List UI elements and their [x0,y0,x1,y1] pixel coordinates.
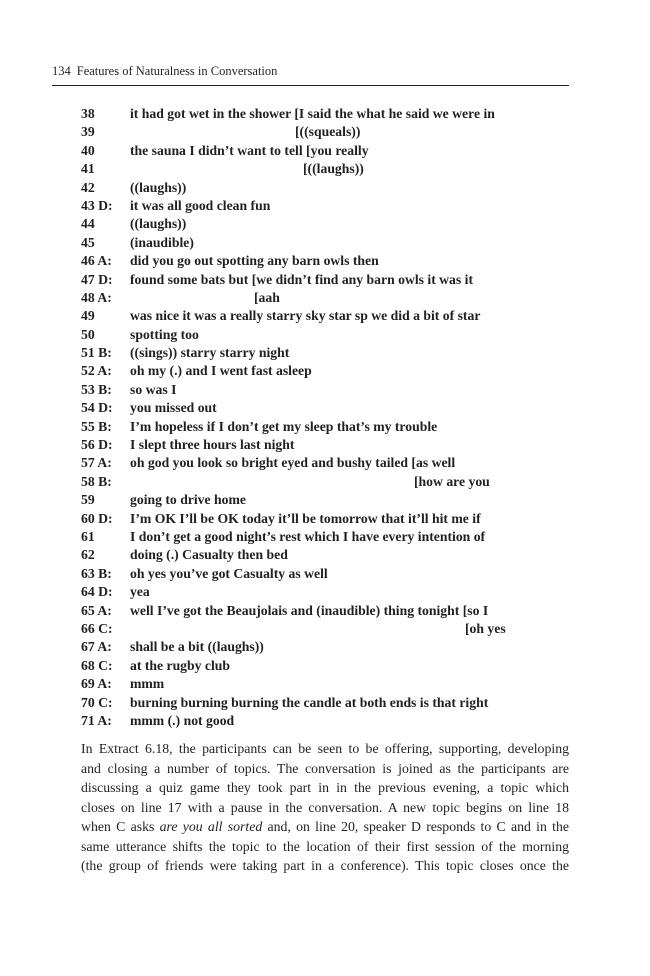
transcript-line [81,602,569,620]
paragraph-text: and, on line 20, speaker D responds to C and in the [262,819,569,834]
utterance-text: ((laughs)) [130,179,187,195]
line-number-speaker: 47 D: [81,271,113,287]
paragraph-line: In Extract 6.18, the participants can be seen to be offering, supporting, developing [81,741,569,756]
utterance-text: the sauna I didn’t want to tell [you really [130,142,369,158]
utterance-text: did you go out spotting any barn owls then [130,253,379,269]
utterance-text: going to drive home [130,492,246,508]
paragraph-line: same utterance shifts the topic to the location of their first session of the morning [81,838,569,854]
line-number-speaker: 53 B: [81,381,112,397]
utterance-text: ((sings)) starry starry night [130,345,290,361]
running-title: Features of Naturalness in Conversation [76,64,278,78]
utterance-text: shall be a bit ((laughs)) [130,639,264,655]
utterance-text: ((laughs)) [130,216,187,232]
line-number-speaker: 62 [81,547,95,563]
line-number-speaker: 61 [81,528,95,544]
transcript-line [81,344,569,362]
page-number: 134 [52,64,71,78]
line-number-speaker: 54 D: [81,400,113,416]
transcript-extract [81,105,569,730]
body-paragraph [81,739,569,876]
paragraph-line [81,817,569,837]
transcript-line [81,638,569,656]
transcript-line [81,583,569,601]
line-number-speaker: 43 D: [81,197,113,213]
quoted-utterance: are you all sorted [159,819,263,834]
line-number-speaker: 56 D: [81,437,113,453]
transcript-line [81,197,569,215]
utterance-text: well I’ve got the Beaujolais and (inaudible) thing tonight [so I [130,602,489,618]
transcript-line [81,565,569,583]
transcript-line [81,712,569,730]
line-number-speaker: 67 A: [81,639,112,655]
utterance-text: oh yes you’ve got Casualty as well [130,565,328,581]
utterance-text: burning burning burning the candle at both ends is that right [130,694,489,710]
transcript-line [81,105,569,123]
transcript-line [81,142,569,160]
utterance-text: found some bats but [we didn’t find any barn owls it was it [130,271,474,287]
utterance-text: I’m hopeless if I don’t get my sleep that’s my trouble [130,418,438,434]
line-number-speaker: 59 [81,492,95,508]
line-number-speaker: 45 [81,234,95,250]
transcript-line [81,160,569,178]
transcript-line [81,399,569,417]
line-number-speaker: 51 B: [81,345,112,361]
line-number-speaker: 42 [81,179,95,195]
transcript-line [81,252,569,270]
utterance-text: doing (.) Casualty then bed [130,547,288,563]
line-number-speaker: 68 C: [81,657,113,673]
utterance-text: [oh yes [465,620,506,636]
utterance-text: yea [130,584,150,600]
line-number-speaker: 66 C: [81,620,113,636]
transcript-line [81,620,569,638]
running-header [52,63,569,79]
line-number-speaker: 50 [81,326,95,342]
transcript-line [81,473,569,491]
line-number-speaker: 46 A: [81,253,112,269]
transcript-line [81,289,569,307]
transcript-line [81,271,569,289]
transcript-line [81,528,569,546]
transcript-line [81,694,569,712]
transcript-line [81,326,569,344]
utterance-text: spotting too [130,326,199,342]
paragraph-text: when C asks [81,819,160,834]
line-number-speaker: 70 C: [81,694,113,710]
utterance-text: it had got wet in the shower [I said the what he said we were in [130,106,495,121]
transcript-line [81,510,569,528]
utterance-text: [how are you [414,473,490,489]
line-number-speaker: 44 [81,216,95,232]
transcript-line [81,123,569,141]
paragraph-line: and closing a number of topics. The conversation is joined as the participants are [81,760,569,776]
utterance-text: mmm [130,676,165,692]
line-number-speaker: 52 A: [81,363,112,379]
utterance-text: I slept three hours last night [130,437,295,453]
transcript-line [81,491,569,509]
utterance-text: I’m OK I’ll be OK today it’ll be tomorrow that it’ll hit me if [130,510,481,526]
utterance-text: it was all good clean fun [130,197,271,213]
utterance-text: you missed out [130,400,217,416]
transcript-line [81,675,569,693]
utterance-text: so was I [130,381,177,397]
utterance-text: oh god you look so bright eyed and bushy tailed [as well [130,455,456,471]
transcript-line [81,454,569,472]
line-number-speaker: 39 [81,124,95,140]
paragraph-line: discussing a quiz game they took part in in the previous evening, a topic which [81,780,569,795]
utterance-text: oh my (.) and I went fast asleep [130,363,312,379]
line-number-speaker: 65 A: [81,602,112,618]
transcript-line [81,307,569,325]
transcript-line [81,657,569,675]
line-number-speaker: 55 B: [81,418,112,434]
utterance-text: [((laughs)) [303,161,364,177]
utterance-text: mmm (.) not good [130,712,235,728]
paragraph-line: (the group of friends were taking part in a conference). This topic closes once the [81,858,569,873]
transcript-line [81,362,569,380]
utterance-text: I don’t get a good night’s rest which I have every intention of [130,528,486,544]
line-number-speaker: 69 A: [81,676,112,692]
utterance-text: (inaudible) [130,234,194,250]
transcript-line [81,436,569,454]
line-number-speaker: 63 B: [81,565,112,581]
line-number-speaker: 40 [81,142,95,158]
transcript-line [81,381,569,399]
line-number-speaker: 71 A: [81,712,112,728]
utterance-text: at the rugby club [130,657,231,673]
transcript-line [81,179,569,197]
line-number-speaker: 48 A: [81,289,112,305]
paragraph-line: closes on line 17 with a pause in the conversation. A new topic begins on line 18 [81,799,569,815]
transcript-line [81,215,569,233]
line-number-speaker: 64 D: [81,584,113,600]
transcript-line [81,234,569,252]
transcript-line [81,418,569,436]
line-number-speaker: 41 [81,161,95,177]
line-number-speaker: 58 B: [81,473,112,489]
line-number-speaker: 38 [81,106,95,121]
line-number-speaker: 60 D: [81,510,113,526]
line-number-speaker: 57 A: [81,455,112,471]
transcript-line [81,546,569,564]
utterance-text: was nice it was a really starry sky star sp we did a bit of star [130,308,481,324]
utterance-text: [aah [254,289,280,305]
line-number-speaker: 49 [81,308,95,324]
header-rule [52,85,569,86]
utterance-text: [((squeals)) [295,124,361,140]
